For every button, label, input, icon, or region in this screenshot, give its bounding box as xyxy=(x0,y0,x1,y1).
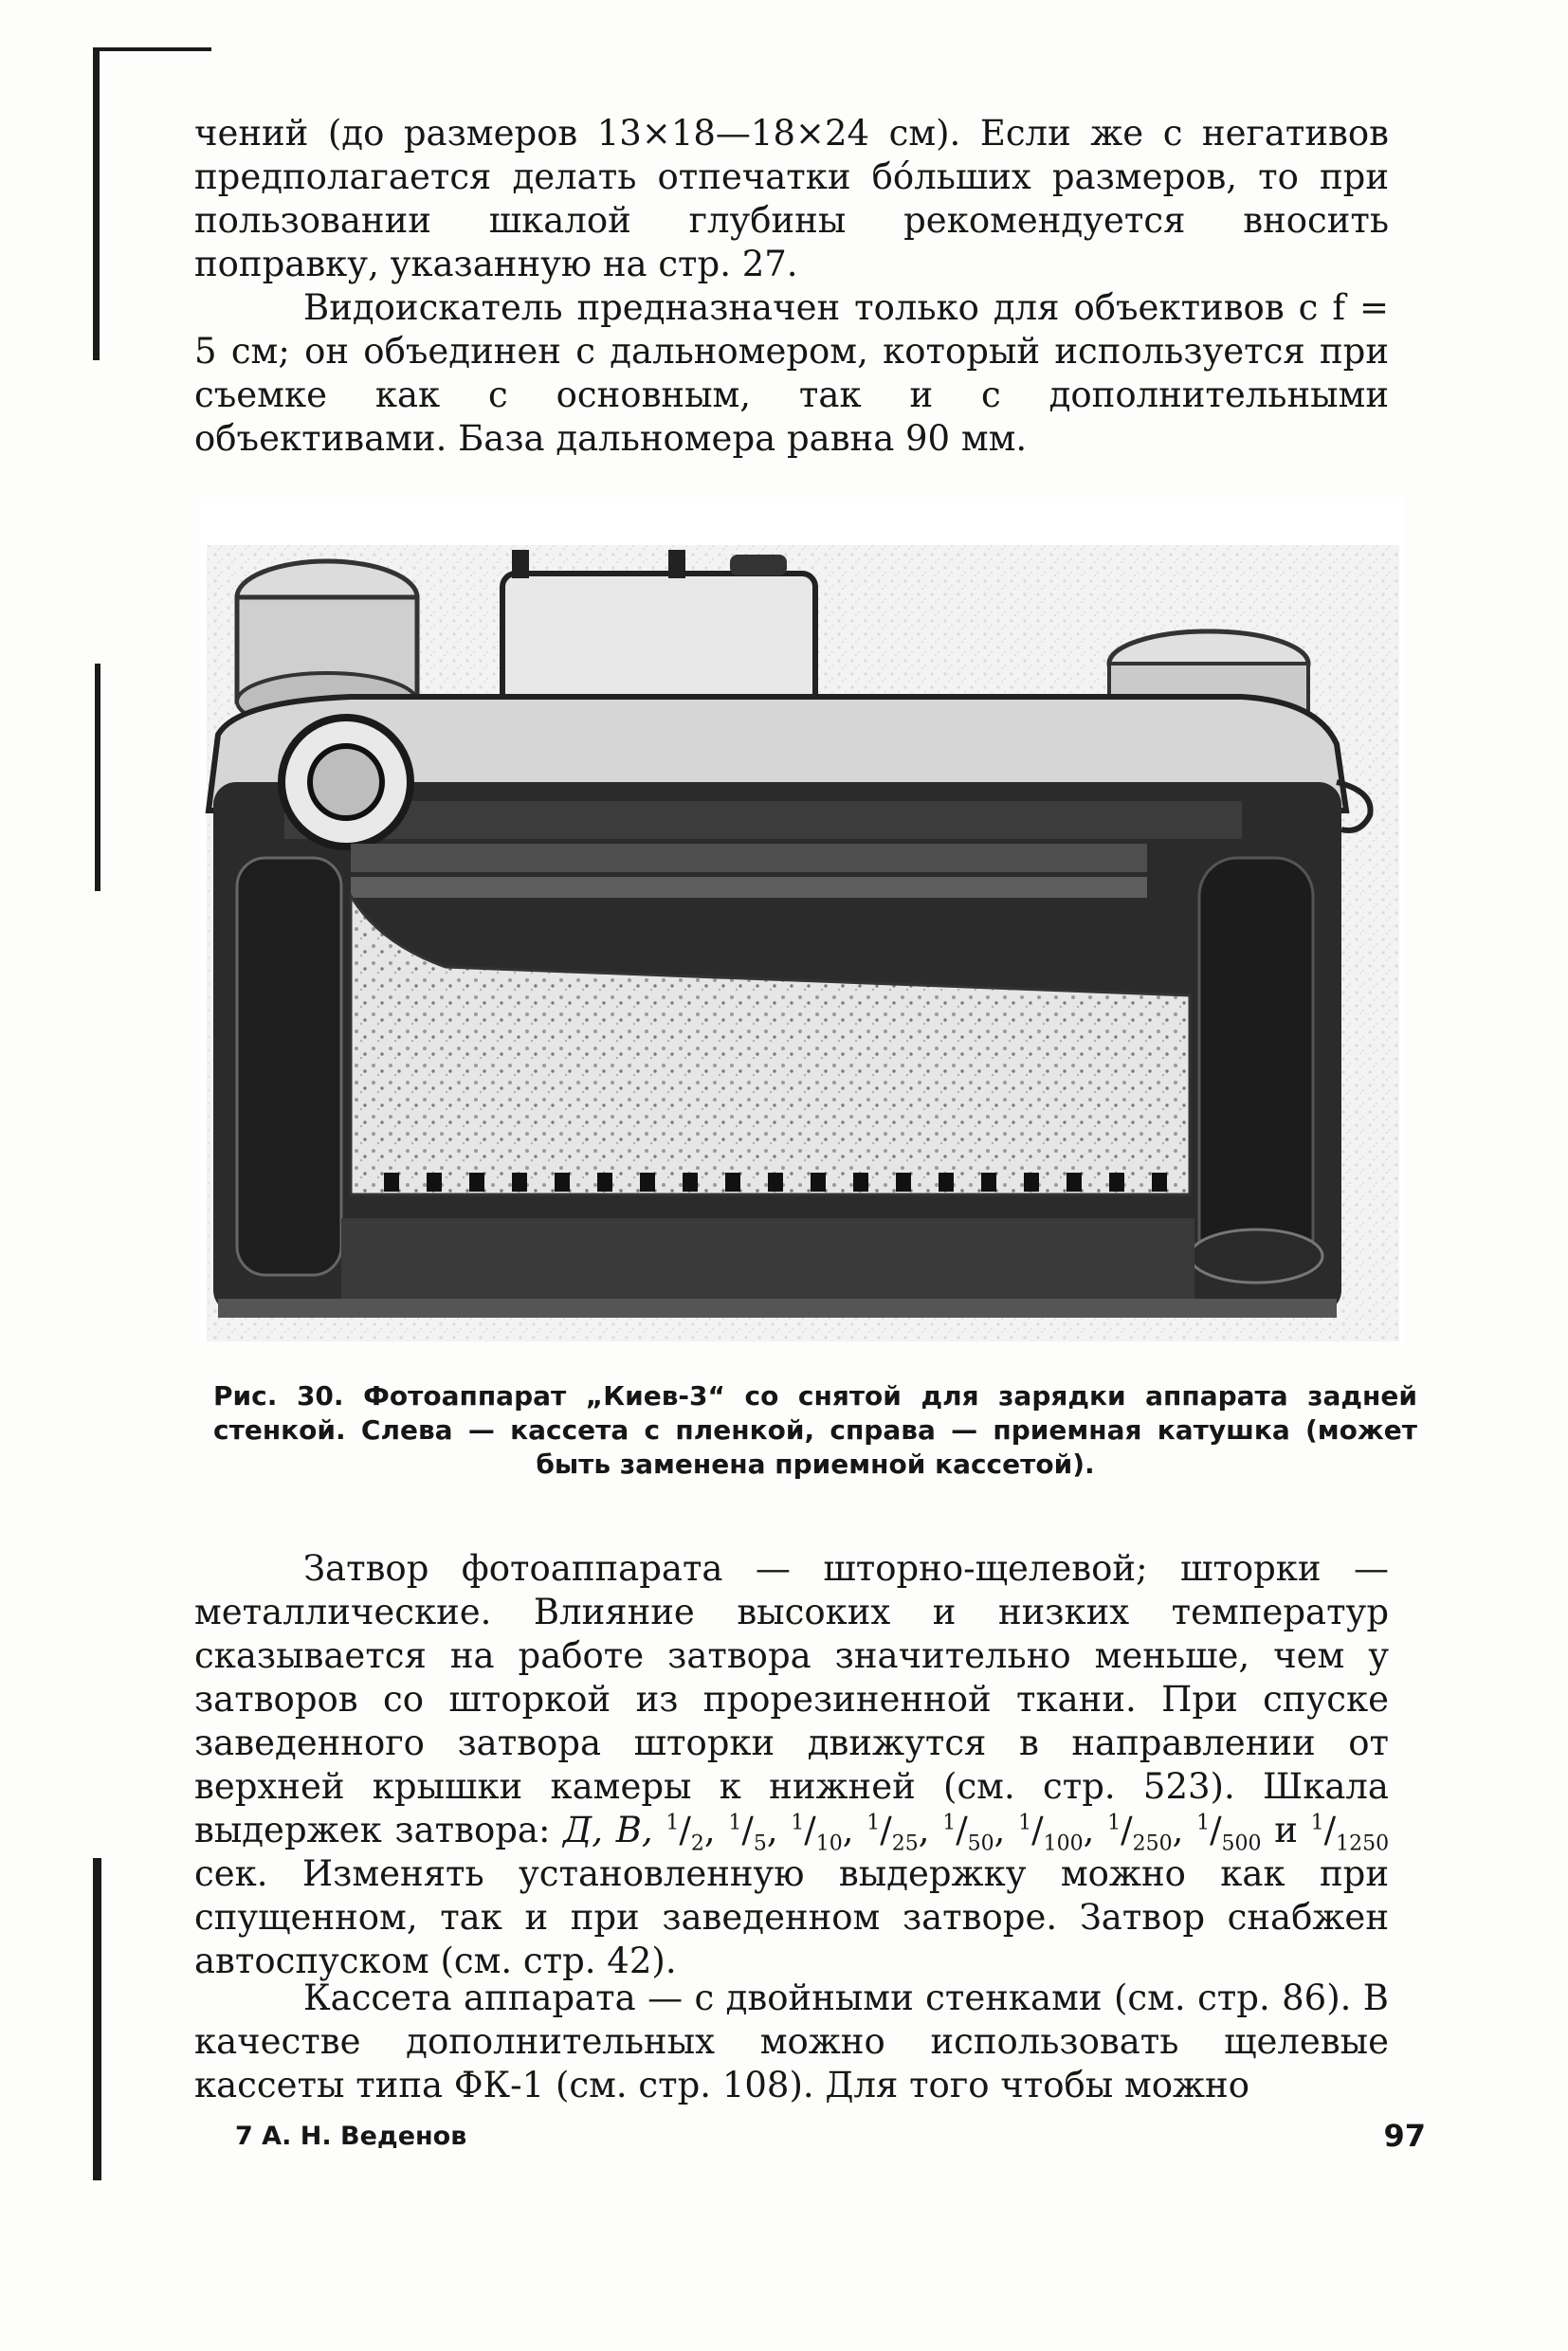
shutter-text-a: Затвор фотоаппарата — шторно-щелевой; шторки — металлические. Влияние высоких и низких температур сказывается на работе затвора значительно меньше, чем у затворов со шторкой из прорезиненной ткани. При спуске заведенного затвора шторки движутся в направлении от верхней крышки камеры к нижней (см. стр. 523). Шкала выдержек затвора: xyxy=(194,1548,1389,1850)
shutter-fraction: $^1/_{50}$, xyxy=(942,1810,1006,1856)
scan-edge-left-1 xyxy=(93,47,100,360)
page-number: 97 xyxy=(1383,2118,1426,2154)
scan-edge-left-3 xyxy=(93,1858,101,2180)
caption-line-1: Рис. 30. Фотоаппарат „Киев-3“ со снятой для зарядки аппарата задней xyxy=(213,1380,1417,1412)
caption-line-2: стенкой. Слева — кассета с пленкой, справа — приемная катушка (может xyxy=(213,1414,1417,1446)
shutter-d: Д, xyxy=(563,1810,603,1850)
shutter-fraction: $^1/_{100}$, xyxy=(1018,1810,1095,1856)
shutter-fraction: $^1/_5$, xyxy=(728,1810,778,1856)
caption-line-3: быть заменена приемной кассетой). xyxy=(536,1449,1095,1480)
shutter-fraction: $^1/_{250}$, xyxy=(1107,1810,1184,1856)
shutter-fraction: $^1/_{10}$, xyxy=(791,1810,854,1856)
paragraph-continuation: чений (до размеров 13×18—18×24 см). Если же с негативов предполагается делать отпечатки бо́льших размеров, то при пользовании шкалой глубины рекомендуется вносить поправку, указанную на стр. 27. xyxy=(194,113,1389,284)
figure-caption xyxy=(213,1379,1417,1482)
shutter-b: В, xyxy=(615,1810,653,1850)
footer-signature: 7 А. Н. Веденов xyxy=(235,2122,467,2151)
scan-edge-top xyxy=(93,47,211,51)
paragraph-cassette: Кассета аппарата — с двойными стенками (см. стр. 86). В качестве дополнительных можно использовать щелевые кассеты типа ФК-1 (см. стр. 108). Для того чтобы можно xyxy=(194,1977,1389,2105)
paragraph-viewfinder: Видоискатель предназначен только для объективов с f = 5 см; он объединен с дальномером, который используется при съемке как с основным, так и с дополнительными объективами. База дальномера равна 90 мм. xyxy=(194,287,1389,459)
shutter-unit: сек. xyxy=(194,1853,268,1894)
shutter-text-b: Изменять установленную выдержку можно как при спущенном, так и при заведенном затворе. Затвор снабжен автоспуском (см. стр. 42). xyxy=(194,1853,1389,1981)
shutter-fraction: $^1/_{500}$ xyxy=(1196,1810,1262,1856)
scan-edge-left-2 xyxy=(95,664,100,891)
shutter-fraction: $^1/_2$, xyxy=(665,1810,716,1856)
shutter-fraction: $^1/_{25}$, xyxy=(866,1810,930,1856)
shutter-fraction: $^1/_{1250}$ xyxy=(1310,1810,1390,1856)
camera-photo xyxy=(199,498,1403,1341)
paragraph-shutter: Затвор фотоаппарата — шторно-щелевой; шторки — металлические. Влияние высоких и низких температур сказывается на работе затвора значительно меньше, чем у затворов со шторкой из прорезиненной ткани. При спуске заведенного затвора шторки движутся в направлении от верхней крышки камеры к нижней (см. стр. 523). Шкала выдержек затвора: Д, В, $^1/_2$, $^1/_5$, $^1/_{10}$, $^1/_{25}$, $^1/_{50}$, $^1/_{100}$, $^1/_{250}$, $^1/_{500}$ и $^1/_{1250}$ сек. Изменять установленную выдержку можно как при спущенном, так и при заведенном затворе. Затвор снабжен автоспуском (см. стр. 42). xyxy=(194,1548,1390,1981)
